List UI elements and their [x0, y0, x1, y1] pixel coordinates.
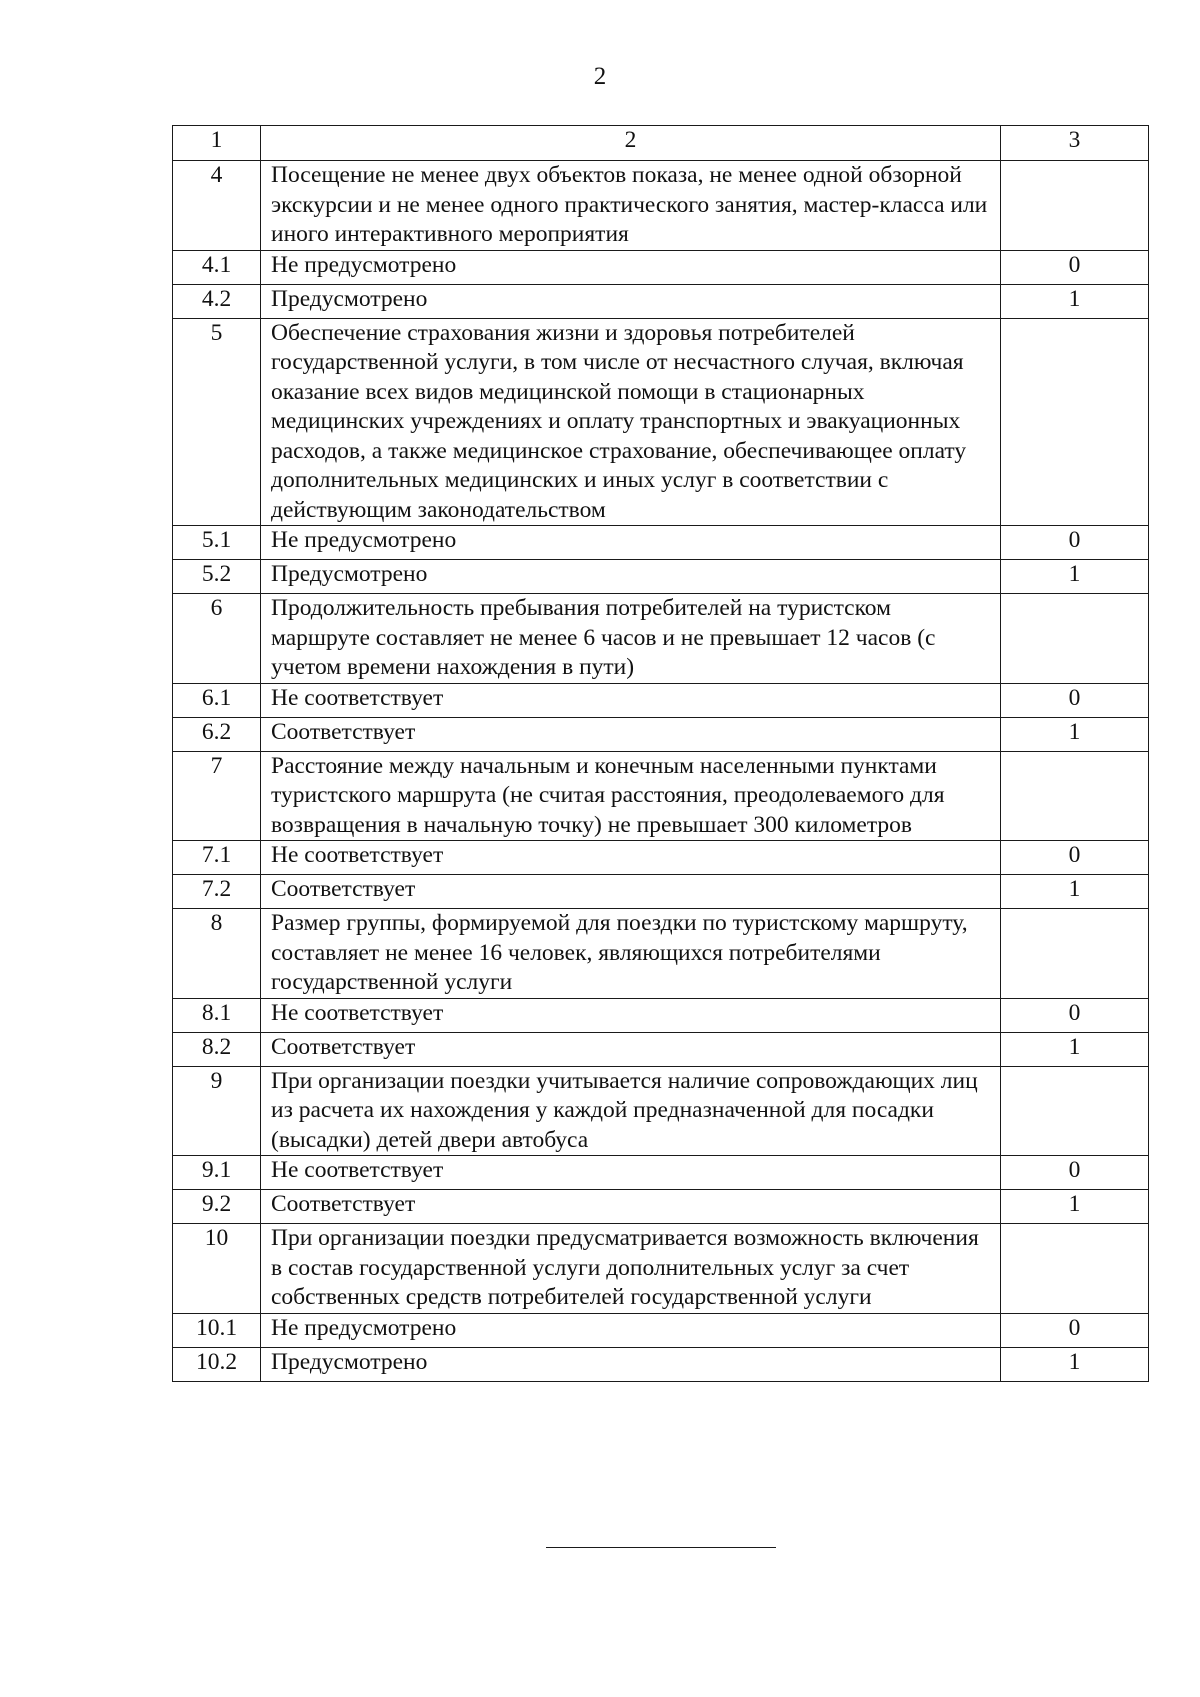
row-text-cell: Не соответствует: [261, 841, 1001, 875]
table-row: [173, 998, 1149, 1032]
row-score-cell: 1: [1001, 1032, 1149, 1066]
row-text-cell: Не соответствует: [261, 1156, 1001, 1190]
row-text-cell: Расстояние между начальным и конечным населенными пунктами туристского маршрута (не считая расстояния, преодолеваемого для возвращения в начальную точку) не превышает 300 километров: [261, 751, 1001, 841]
table-body: [173, 126, 1149, 1382]
row-score-cell: 1: [1001, 717, 1149, 751]
row-score-cell: 0: [1001, 1313, 1149, 1347]
row-number-cell: 5.2: [173, 560, 261, 594]
row-number-cell: 9.1: [173, 1156, 261, 1190]
row-number-cell: 8.2: [173, 1032, 261, 1066]
row-number-cell: 4.1: [173, 250, 261, 284]
row-text-cell: Обеспечение страхования жизни и здоровья потребителей государственной услуги, в том числе от несчастного случая, включая оказание всех видов медицинской помощи в стационарных медицинских учреждениях и оплату транспортных и эвакуационных расходов, а также медицинское страхование, обеспечивающее оплату дополнительных медицинских и иных услуг в соответствии с действующим законодательством: [261, 318, 1001, 526]
row-number-cell: 10.2: [173, 1347, 261, 1381]
row-score-cell: [1001, 1224, 1149, 1314]
row-score-cell: 1: [1001, 284, 1149, 318]
table-row: [173, 1156, 1149, 1190]
row-number-cell: 9.2: [173, 1190, 261, 1224]
header-cell-2: 2: [261, 126, 1001, 161]
row-text-cell: При организации поездки предусматривается возможность включения в состав государственной услуги дополнительных услуг за счет собственных средств потребителей государственной услуги: [261, 1224, 1001, 1314]
row-text-cell: Соответствует: [261, 717, 1001, 751]
table-row: [173, 318, 1149, 526]
row-text-cell: Соответствует: [261, 1032, 1001, 1066]
row-text-cell: Не предусмотрено: [261, 1313, 1001, 1347]
table-row: [173, 1347, 1149, 1381]
table-row: [173, 250, 1149, 284]
row-number-cell: 7.2: [173, 875, 261, 909]
row-text-cell: Не предусмотрено: [261, 250, 1001, 284]
table-row: [173, 875, 1149, 909]
row-number-cell: 10: [173, 1224, 261, 1314]
row-score-cell: [1001, 318, 1149, 526]
table-row: [173, 284, 1149, 318]
header-cell-3: 3: [1001, 126, 1149, 161]
table-header-row: [173, 126, 1149, 161]
table-row: [173, 751, 1149, 841]
row-text-cell: Размер группы, формируемой для поездки по туристскому маршруту, составляет не менее 16 человек, являющихся потребителями государственной услуги: [261, 909, 1001, 999]
row-number-cell: 5.1: [173, 526, 261, 560]
row-number-cell: 7.1: [173, 841, 261, 875]
table-row: [173, 161, 1149, 251]
table-row: [173, 560, 1149, 594]
row-number-cell: 5: [173, 318, 261, 526]
row-text-cell: Предусмотрено: [261, 560, 1001, 594]
row-number-cell: 6.1: [173, 683, 261, 717]
row-score-cell: 1: [1001, 1190, 1149, 1224]
row-number-cell: 7: [173, 751, 261, 841]
row-text-cell: Не предусмотрено: [261, 526, 1001, 560]
row-text-cell: Продолжительность пребывания потребителей на туристском маршруте составляет не менее 6 часов и не превышает 12 часов (с учетом времени нахождения в пути): [261, 594, 1001, 684]
row-text-cell: Соответствует: [261, 1190, 1001, 1224]
row-score-cell: 0: [1001, 1156, 1149, 1190]
page-number: 2: [593, 63, 607, 90]
table-row: [173, 717, 1149, 751]
row-score-cell: 0: [1001, 998, 1149, 1032]
row-score-cell: 0: [1001, 250, 1149, 284]
row-score-cell: [1001, 594, 1149, 684]
row-text-cell: Не соответствует: [261, 998, 1001, 1032]
row-number-cell: 4.2: [173, 284, 261, 318]
row-score-cell: 0: [1001, 526, 1149, 560]
row-text-cell: Предусмотрено: [261, 1347, 1001, 1381]
row-score-cell: [1001, 161, 1149, 251]
row-score-cell: 1: [1001, 1347, 1149, 1381]
table-row: [173, 1224, 1149, 1314]
row-text-cell: Предусмотрено: [261, 284, 1001, 318]
table-row: [173, 526, 1149, 560]
row-number-cell: 8.1: [173, 998, 261, 1032]
row-score-cell: 1: [1001, 875, 1149, 909]
row-score-cell: [1001, 909, 1149, 999]
row-score-cell: [1001, 1066, 1149, 1156]
row-score-cell: 0: [1001, 841, 1149, 875]
row-score-cell: 1: [1001, 560, 1149, 594]
table-row: [173, 683, 1149, 717]
row-number-cell: 4: [173, 161, 261, 251]
table-row: [173, 1066, 1149, 1156]
table-row: [173, 594, 1149, 684]
row-number-cell: 10.1: [173, 1313, 261, 1347]
row-number-cell: 8: [173, 909, 261, 999]
end-divider: [546, 1547, 776, 1548]
row-number-cell: 6: [173, 594, 261, 684]
row-text-cell: Не соответствует: [261, 683, 1001, 717]
row-text-cell: При организации поездки учитывается наличие сопровождающих лиц из расчета их нахождения у каждой предназначенной для посадки (высадки) детей двери автобуса: [261, 1066, 1001, 1156]
table-row: [173, 1313, 1149, 1347]
criteria-table: [172, 125, 1149, 1382]
row-text-cell: Посещение не менее двух объектов показа, не менее одной обзорной экскурсии и не менее одного практического занятия, мастер-класса или иного интерактивного мероприятия: [261, 161, 1001, 251]
row-score-cell: 0: [1001, 683, 1149, 717]
header-cell-1: 1: [173, 126, 261, 161]
table-row: [173, 841, 1149, 875]
table-row: [173, 1190, 1149, 1224]
table-row: [173, 1032, 1149, 1066]
row-score-cell: [1001, 751, 1149, 841]
table-row: [173, 909, 1149, 999]
row-number-cell: 9: [173, 1066, 261, 1156]
row-number-cell: 6.2: [173, 717, 261, 751]
row-text-cell: Соответствует: [261, 875, 1001, 909]
